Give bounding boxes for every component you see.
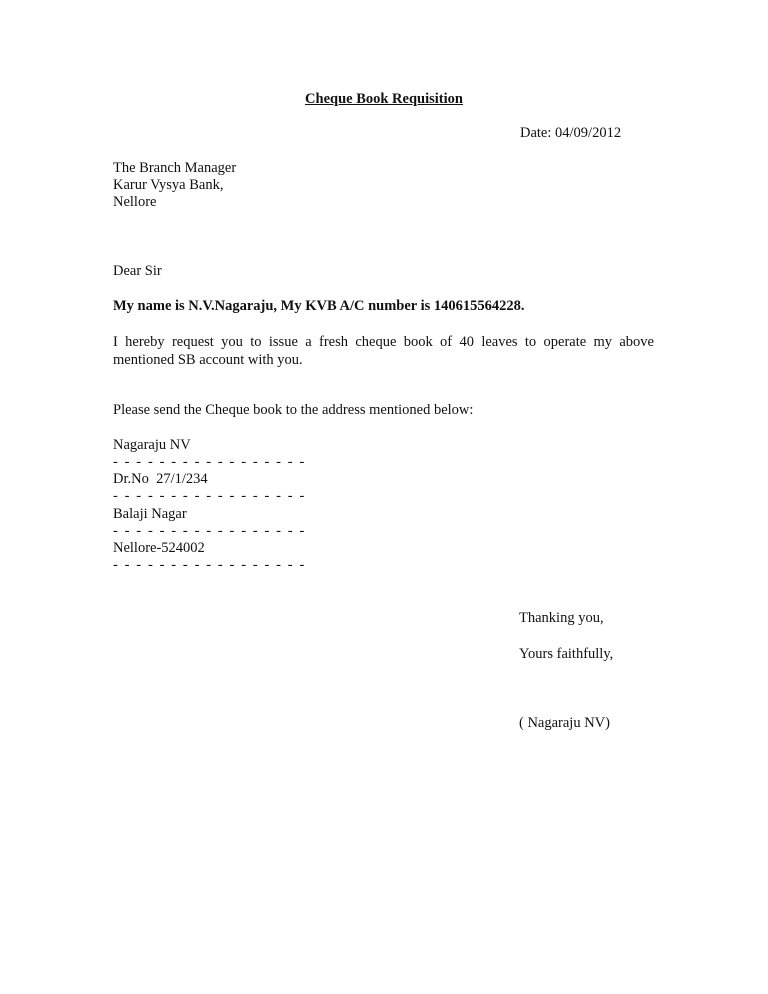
- letter-title: Cheque Book Requisition: [305, 91, 463, 107]
- address-separator: - - - - - - - - - - - - - - - - -: [113, 454, 306, 470]
- send-instruction: Please send the Cheque book to the address mentioned below:: [113, 402, 474, 418]
- letter-date: Date: 04/09/2012: [520, 125, 622, 141]
- address-separator: - - - - - - - - - - - - - - - - -: [113, 557, 306, 573]
- recipient-line-1: The Branch Manager: [113, 160, 237, 176]
- intro-statement: My name is N.V.Nagaraju, My KVB A/C number is 140615564228.: [113, 298, 525, 314]
- closing-sign-off: Yours faithfully,: [519, 646, 614, 662]
- address-door: Dr.No 27/1/234: [113, 471, 208, 487]
- address-separator: - - - - - - - - - - - - - - - - -: [113, 523, 306, 539]
- recipient-line-3: Nellore: [113, 194, 157, 210]
- signature-name: ( Nagaraju NV): [519, 715, 610, 731]
- address-area: Balaji Nagar: [113, 506, 187, 522]
- address-separator: - - - - - - - - - - - - - - - - -: [113, 488, 306, 504]
- salutation: Dear Sir: [113, 263, 162, 279]
- address-city: Nellore-524002: [113, 540, 205, 556]
- request-paragraph: I hereby request you to issue a fresh cheque book of 40 leaves to operate my above mentioned SB account with you.: [113, 334, 654, 368]
- recipient-line-2: Karur Vysya Bank,: [113, 177, 224, 193]
- address-name: Nagaraju NV: [113, 437, 191, 453]
- closing-thanks: Thanking you,: [519, 610, 604, 626]
